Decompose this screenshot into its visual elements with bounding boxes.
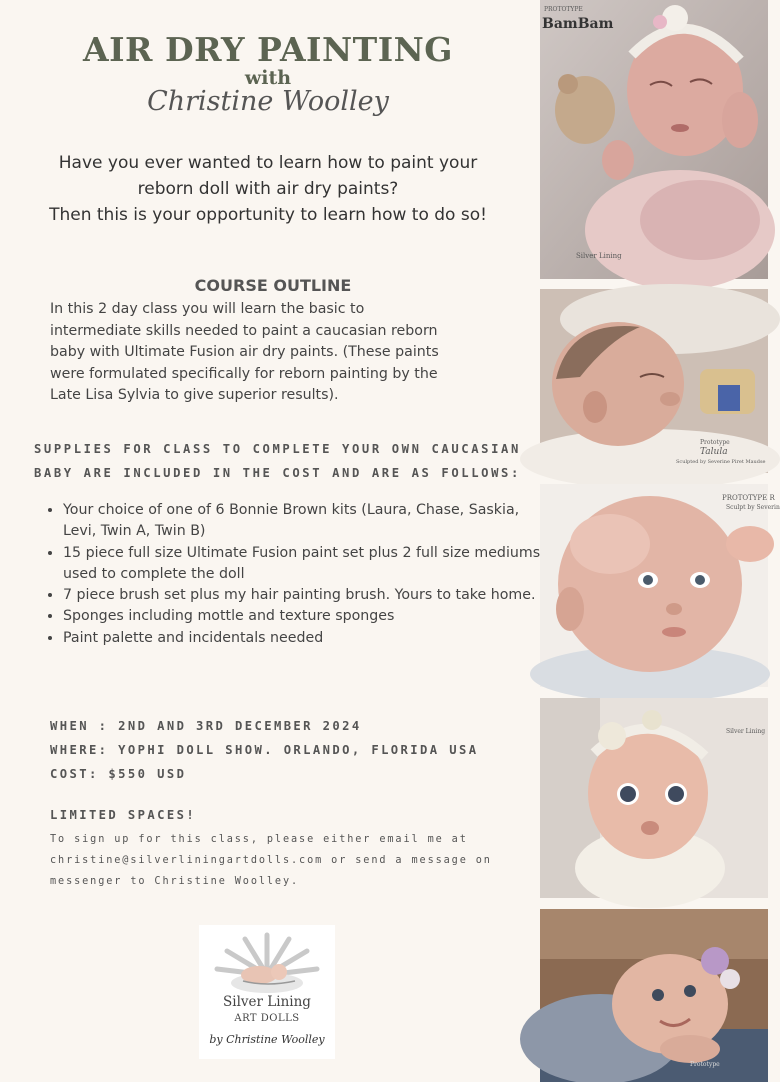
doll-photo-icon bbox=[540, 0, 768, 279]
doll-photo-4 bbox=[540, 698, 768, 898]
supplies-heading-line: SUPPLIES FOR CLASS TO COMPLETE YOUR OWN CAUCASIAN bbox=[34, 442, 521, 456]
intro-line: Then this is your opportunity to learn how to do so! bbox=[49, 205, 487, 225]
course-line: baby with Ultimate Fusion air dry paints. (These paints bbox=[50, 344, 439, 360]
supplies-heading-line: BABY ARE INCLUDED IN THE COST AND ARE AS FOLLOWS: bbox=[34, 466, 521, 480]
photo-watermark: Silver Lining bbox=[726, 728, 766, 735]
doll-photo-icon bbox=[540, 909, 768, 1082]
doll-photo-5 bbox=[540, 909, 768, 1082]
logo-signature: by Christine Woolley bbox=[209, 1033, 325, 1046]
logo-subtitle: ART DOLLS bbox=[234, 1013, 300, 1024]
supplies-item: • Your choice of one of 6 Bonnie Brown kits (Laura, Chase, Saskia, Levi, Twin A, Twin B) bbox=[63, 500, 543, 543]
course-line: were formulated specifically for reborn painting by the bbox=[50, 365, 438, 382]
photo-label-top: PROTOTYPE R bbox=[722, 494, 775, 502]
sunburst-sleeping-baby-icon bbox=[199, 925, 335, 995]
photo-doll-name: BamBam bbox=[542, 16, 614, 32]
course-line: intermediate skills needed to paint a caucasian reborn bbox=[50, 322, 438, 339]
signup-instructions bbox=[50, 829, 492, 892]
intro-line: reborn doll with air dry paints? bbox=[137, 179, 399, 199]
limited-spaces-heading: LIMITED SPACES! bbox=[50, 808, 197, 822]
signup-line: christine@silverliningartdolls.com or send a message on bbox=[50, 855, 492, 866]
silver-lining-logo bbox=[199, 925, 335, 1059]
photo-label-top: Prototype bbox=[700, 439, 730, 446]
supplies-item: • Sponges including mottle and texture sponges bbox=[63, 606, 543, 627]
supplies-list bbox=[28, 500, 543, 649]
course-outline-heading: COURSE OUTLINE bbox=[194, 276, 352, 295]
signup-line: messenger to Christine Woolley. bbox=[50, 876, 300, 887]
doll-photo-icon bbox=[540, 484, 768, 687]
class-cost: COST: $550 USD bbox=[50, 767, 187, 781]
title-with: with bbox=[244, 67, 292, 89]
instructor-signature: Christine Woolley bbox=[147, 86, 389, 117]
logo-name: Silver Lining bbox=[223, 994, 311, 1010]
course-line: In this 2 day class you will learn the basic to bbox=[50, 301, 365, 317]
photo-label-top: PROTOTYPE bbox=[544, 6, 583, 13]
photo-watermark: Silver Lining bbox=[576, 252, 622, 260]
course-outline-body bbox=[50, 299, 510, 407]
class-where: WHERE: YOPHI DOLL SHOW. ORLANDO, FLORIDA USA bbox=[50, 743, 479, 757]
class-when: WHEN : 2ND AND 3RD DECEMBER 2024 bbox=[50, 719, 362, 733]
photo-sculptor: Sculpt by Severin bbox=[726, 504, 780, 511]
doll-photo-icon bbox=[540, 289, 768, 473]
signup-line: To sign up for this class, please either email me at bbox=[50, 834, 468, 845]
doll-photo-2 bbox=[540, 289, 768, 473]
photo-label-top: Prototype bbox=[690, 1061, 720, 1068]
supplies-heading bbox=[34, 437, 521, 485]
class-details bbox=[50, 714, 478, 786]
intro-text bbox=[20, 150, 516, 228]
supplies-item: • 15 piece full size Ultimate Fusion paint set plus 2 full size mediums used to complete the doll bbox=[63, 543, 543, 586]
flyer-title: AIR DRY PAINTING bbox=[83, 30, 453, 69]
doll-photo-1 bbox=[540, 0, 768, 279]
photo-doll-name: Talula bbox=[700, 447, 728, 457]
supplies-item: • Paint palette and incidentals needed bbox=[63, 628, 543, 649]
supplies-item: • 7 piece brush set plus my hair painting brush. Yours to take home. bbox=[63, 585, 543, 606]
photo-sculptor: Sculpted by Severine Piret Maudse bbox=[676, 459, 766, 465]
doll-photo-3 bbox=[540, 484, 780, 687]
course-line: Late Lisa Sylvia to give superior results). bbox=[50, 387, 339, 403]
intro-line: Have you ever wanted to learn how to paint your bbox=[58, 153, 478, 173]
